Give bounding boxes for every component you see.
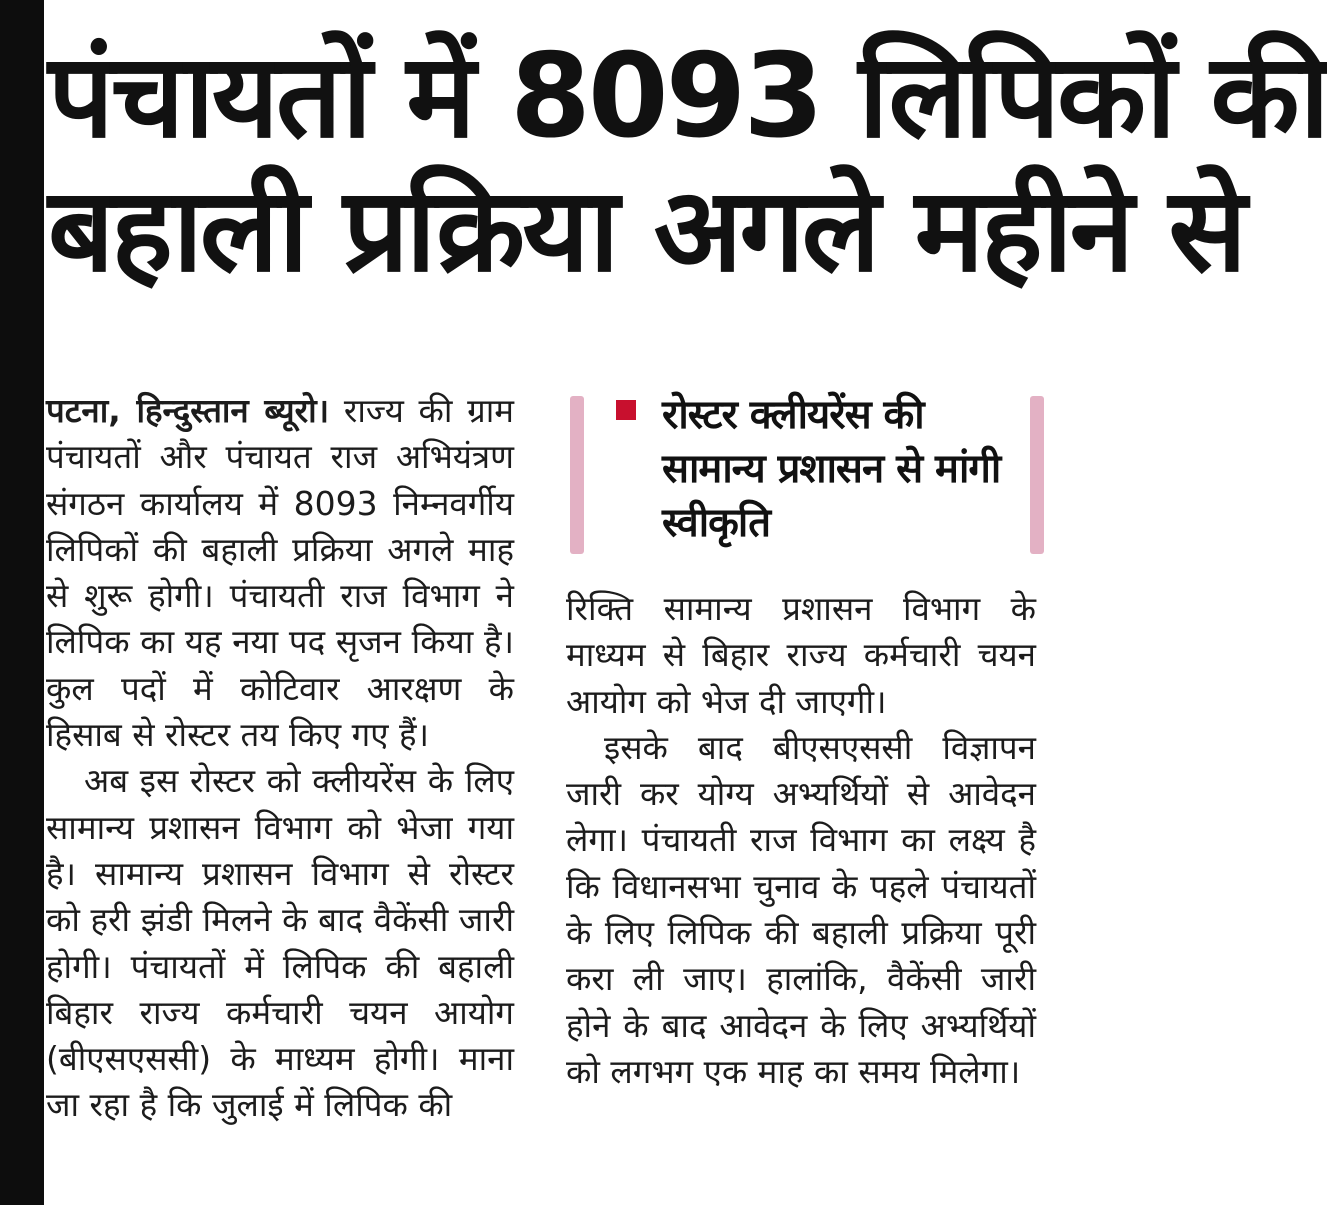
headline	[48, 29, 1327, 298]
headline-line-2: बहाली प्रक्रिया अगले महीने से	[48, 163, 1244, 298]
article-column-left	[46, 388, 514, 1129]
article-paragraph: अब इस रोस्टर को क्लीयरेंस के लिए सामान्य प्रशासन विभाग को भेजा गया है। सामान्य प्रशासन विभाग से रोस्टर को हरी झंडी मिलने के बाद वैकेंसी जारी होगी। पंचायतों में लिपिक की बहाली बिहार राज्य कर्मचारी चयन आयोग (बीएसएससी) के माध्यम होगी। माना जा रहा है कि जुलाई में लिपिक की	[46, 761, 514, 1125]
article-paragraph: इसके बाद बीएसएससी विज्ञापन जारी कर योग्य अभ्यर्थियों से आवेदन लेगा। पंचायती राज विभाग का लक्ष्य है कि विधानसभा चुनाव के पहले पंचायतों के लिए लिपिक की बहाली प्रक्रिया पूरी करा ली जाए। हालांकि, वैकेंसी जारी होने के बाद आवेदन के लिए अभ्यर्थियों को लगभग एक माह का समय मिलेगा।	[566, 727, 1036, 1091]
highlight-box	[570, 388, 1044, 562]
paragraph-text: राज्य की ग्राम पंचायतों और पंचायत राज अभियंत्रण संगठन कार्यालय में 8093 निम्नवर्गीय लिपिकों की बहाली प्रक्रिया अगले माह से शुरू होगी। पंचायती राज विभाग ने लिपिक का यह नया पद सृजन किया है। कुल पदों में कोटिवार आरक्षण के हिसाब से रोस्टर तय किए गए हैं।	[46, 391, 515, 755]
highlight-bracket-left	[570, 396, 584, 554]
bullet-square-icon	[616, 400, 636, 420]
page-edge-bar	[0, 0, 44, 1205]
headline-line-1: पंचायतों में 8093 लिपिकों की	[48, 29, 1327, 164]
dateline: पटना, हिन्दुस्तान ब्यूरो।	[46, 391, 330, 430]
article-column-right	[566, 586, 1036, 1095]
highlight-text: रोस्टर क्लीयरेंस की सामान्य प्रशासन से मांगी स्वीकृति	[662, 392, 1001, 546]
article-paragraph: रिक्ति सामान्य प्रशासन विभाग के माध्यम से बिहार राज्य कर्मचारी चयन आयोग को भेज दी जाएगी।	[566, 589, 1036, 721]
article-paragraph	[46, 388, 514, 758]
highlight-bracket-right	[1030, 396, 1044, 554]
